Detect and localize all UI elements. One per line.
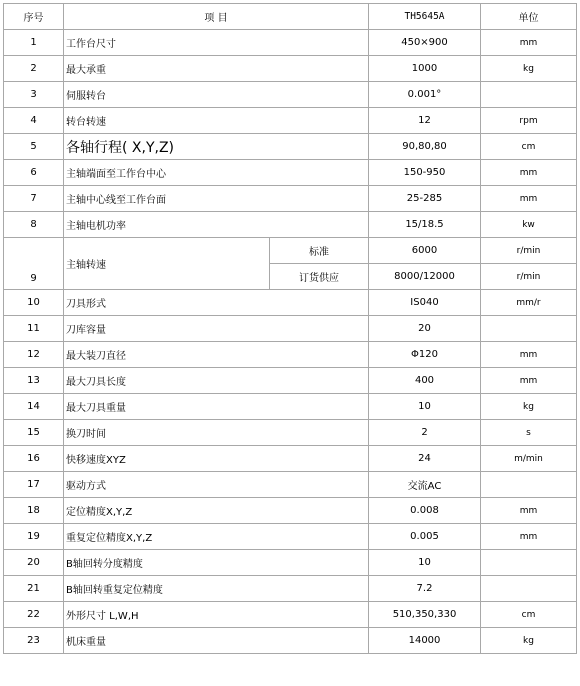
row-value: 14000 [369,628,481,654]
header-no: 序号 [4,4,64,30]
row-item: 最大刀具重量 [64,394,369,420]
row-no: 2 [4,56,64,82]
row-item: 各轴行程( X,Y,Z) [64,134,369,160]
table-row [4,30,577,56]
row-no: 20 [4,550,64,576]
row-no: 3 [4,82,64,108]
row-unit: cm [481,602,577,628]
row-unit: mm [481,342,577,368]
table-row [4,446,577,472]
row-value: 25-285 [369,186,481,212]
row-item: 重复定位精度X,Y,Z [64,524,369,550]
row-item: 主轴端面至工作台中心 [64,160,369,186]
row-unit: mm [481,160,577,186]
header-unit: 单位 [481,4,577,30]
row-no: 8 [4,212,64,238]
header-item: 项 目 [64,4,369,30]
row-item: 换刀时间 [64,420,369,446]
header-row [4,4,577,30]
row-no: 23 [4,628,64,654]
table-row [4,316,577,342]
row-unit: mm [481,368,577,394]
row-unit: kg [481,56,577,82]
row-item: 外形尺寸 L,W,H [64,602,369,628]
row-item: 最大承重 [64,56,369,82]
row-value: 7.2 [369,576,481,602]
row-item: 主轴转速 [64,238,270,290]
row-unit [481,550,577,576]
row-value: 15/18.5 [369,212,481,238]
row-value: 0.005 [369,524,481,550]
row-unit: mm/r [481,290,577,316]
table-row [4,394,577,420]
row-item: 最大装刀直径 [64,342,369,368]
table-row [4,160,577,186]
row-unit: r/min [481,264,577,290]
table-row [4,524,577,550]
table-row [4,602,577,628]
row-unit: mm [481,30,577,56]
row-value: 10 [369,394,481,420]
row-unit [481,576,577,602]
row-unit: m/min [481,446,577,472]
table-row [4,186,577,212]
row-value: 1000 [369,56,481,82]
row-no: 5 [4,134,64,160]
table-row [4,576,577,602]
row-value: Φ120 [369,342,481,368]
row-unit: rpm [481,108,577,134]
row-no: 6 [4,160,64,186]
row-value: 90,80,80 [369,134,481,160]
row-item: 刀具形式 [64,290,369,316]
row-unit: s [481,420,577,446]
row-unit: cm [481,134,577,160]
row-value: 450×900 [369,30,481,56]
row-no: 17 [4,472,64,498]
row-item: 主轴电机功率 [64,212,369,238]
row-item: 定位精度X,Y,Z [64,498,369,524]
row-no: 18 [4,498,64,524]
table-row [4,342,577,368]
row-unit: mm [481,186,577,212]
table-row [4,238,577,264]
row-item: 伺服转台 [64,82,369,108]
row-no: 22 [4,602,64,628]
row-item: 工作台尺寸 [64,30,369,56]
row-unit [481,316,577,342]
row-unit: kg [481,628,577,654]
table-row [4,134,577,160]
row-value: 0.001° [369,82,481,108]
row-no: 1 [4,30,64,56]
row-value: 20 [369,316,481,342]
row-value: 400 [369,368,481,394]
table-row [4,550,577,576]
row-unit [481,472,577,498]
row-no: 12 [4,342,64,368]
row-value: 8000/12000 [369,264,481,290]
row-no: 11 [4,316,64,342]
table-row [4,368,577,394]
row-item: 快移速度XYZ [64,446,369,472]
table-row [4,420,577,446]
row-no: 14 [4,394,64,420]
table-row [4,498,577,524]
row-item: 主轴中心线至工作台面 [64,186,369,212]
table-row [4,290,577,316]
row-value: 交流AC [369,472,481,498]
table-row [4,628,577,654]
row-value: IS040 [369,290,481,316]
row-unit [481,82,577,108]
row-value: 24 [369,446,481,472]
row-value: 0.008 [369,498,481,524]
row-unit: r/min [481,238,577,264]
row-item: 最大刀具长度 [64,368,369,394]
table-row [4,56,577,82]
row-value: 150-950 [369,160,481,186]
row-no: 21 [4,576,64,602]
row-value: 2 [369,420,481,446]
row-no: 7 [4,186,64,212]
row-no: 15 [4,420,64,446]
row-value: 10 [369,550,481,576]
table-row [4,472,577,498]
row-no: 9 [4,238,64,290]
table-row [4,82,577,108]
row-unit: mm [481,498,577,524]
row-no: 19 [4,524,64,550]
row-item: 刀库容量 [64,316,369,342]
header-model: TH5645A [369,4,481,30]
table-row [4,108,577,134]
row-unit: mm [481,524,577,550]
row-no: 13 [4,368,64,394]
table-row [4,212,577,238]
row-sub-label: 订货供应 [270,264,369,290]
row-value: 12 [369,108,481,134]
row-value: 510,350,330 [369,602,481,628]
row-no: 4 [4,108,64,134]
row-no: 16 [4,446,64,472]
row-item: B轴回转分度精度 [64,550,369,576]
row-item: B轴回转重复定位精度 [64,576,369,602]
row-unit: kg [481,394,577,420]
row-sub-label: 标准 [270,238,369,264]
row-value: 6000 [369,238,481,264]
row-unit: kw [481,212,577,238]
row-item: 机床重量 [64,628,369,654]
spec-table [3,3,577,654]
row-no: 10 [4,290,64,316]
row-item: 转台转速 [64,108,369,134]
row-item: 驱动方式 [64,472,369,498]
